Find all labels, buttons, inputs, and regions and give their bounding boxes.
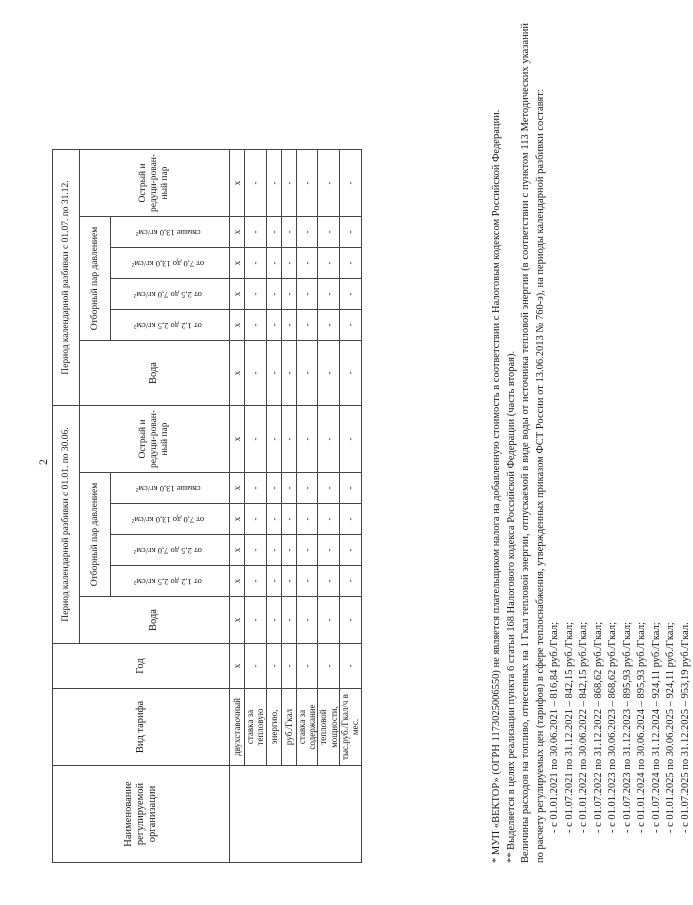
p2-value-cell: - <box>296 217 318 248</box>
p1-value-cell: - <box>318 566 340 597</box>
p1-value-cell: - <box>340 406 362 473</box>
table-row <box>245 150 267 863</box>
p2-value-cell: - <box>245 341 267 406</box>
table-row <box>266 150 281 863</box>
p2-value-cell: - <box>318 248 340 279</box>
p1-value-cell: x <box>230 473 245 504</box>
note-fuel: Величины расходов на топливо, отнесенных на 1 Гкал тепловой энергии, отпускаемой в виде воды от источника тепловой энергии (в соответствии с пунктом 113 Методических указаний по расчету регулируемых цен (тарифов) в сфере теплоснабжения, утвержденных приказом ФСТ России от 13.06.2013 № 760-э), на периоды календарной разбивки составят: <box>520 23 546 863</box>
p2-value-cell: - <box>318 279 340 310</box>
p2-value-cell: - <box>281 217 296 248</box>
p2-hot-steam-header: Острый и редуци-рован-ный пар <box>80 150 230 217</box>
p1-value-cell: - <box>245 597 267 644</box>
fuel-cost-item: - с 01.01.2023 по 30.06.2023 – 868,62 руб./Гкал; <box>607 621 618 833</box>
p1-water-header: Вода <box>80 597 230 644</box>
p2-value-cell: - <box>318 310 340 341</box>
p2-value-cell: - <box>281 341 296 406</box>
p1-value-cell: - <box>245 504 267 535</box>
p1-value-cell: - <box>281 406 296 473</box>
p2-value-cell: - <box>266 341 281 406</box>
p1-value-cell: - <box>281 535 296 566</box>
p1-value-cell: - <box>245 406 267 473</box>
p1-value-cell: - <box>266 597 281 644</box>
p2-value-cell: - <box>296 279 318 310</box>
tariff-cell: ставка за содержание <box>296 689 318 766</box>
p1-value-cell: - <box>318 597 340 644</box>
p1-value-cell: - <box>245 473 267 504</box>
p2-value-cell: - <box>245 310 267 341</box>
tariff-type-header: Вид тарифа <box>53 689 230 766</box>
year-cell: - <box>266 644 281 689</box>
p2-value-cell: x <box>230 279 245 310</box>
year-cell: - <box>281 644 296 689</box>
p1-value-cell: x <box>230 535 245 566</box>
p1-value-cell: - <box>318 535 340 566</box>
fuel-cost-item: - с 01.01.2025 по 30.06.2025 – 924,11 руб./Гкал; <box>665 622 676 833</box>
p1-value-cell: - <box>318 504 340 535</box>
tariff-cell: тыс.руб./Гкал/ч в мес. <box>340 689 362 766</box>
p2-water-header: Вода <box>80 341 230 406</box>
p1-steam-col-3: от 7,0 до 13,0 кг/см² <box>111 504 230 535</box>
p1-hot-steam-header: Острый и редуци-рован-ный пар <box>80 406 230 473</box>
p2-steam-col-4: свыше 13,0 кг/см² <box>111 217 230 248</box>
p2-value-cell: - <box>281 150 296 217</box>
p2-value-cell: - <box>318 341 340 406</box>
fuel-cost-item: - с 01.07.2021 по 31.12.2021 – 842,15 руб./Гкал; <box>563 621 575 833</box>
year-cell: - <box>245 644 267 689</box>
p2-value-cell: - <box>245 217 267 248</box>
p1-value-cell: - <box>266 566 281 597</box>
p2-value-cell: - <box>245 248 267 279</box>
p2-value-cell: - <box>340 217 362 248</box>
p1-value-cell: x <box>230 406 245 473</box>
p1-value-cell: - <box>281 504 296 535</box>
fuel-cost-item: - с 01.07.2023 по 31.12.2023 – 895,93 руб./Гкал; <box>621 621 633 833</box>
p2-value-cell: - <box>296 248 318 279</box>
year-cell: - <box>296 644 318 689</box>
p1-value-cell: - <box>296 597 318 644</box>
p1-value-cell: - <box>266 504 281 535</box>
fuel-cost-item: - с 01.07.2022 по 31.12.2022 – 868,62 руб./Гкал; <box>592 621 604 833</box>
p1-value-cell: x <box>230 504 245 535</box>
p2-steam-col-1: от 1,2 до 2,5 кг/см² <box>111 310 230 341</box>
year-header: Год <box>53 644 230 689</box>
p2-value-cell: x <box>230 217 245 248</box>
p2-value-cell: - <box>266 248 281 279</box>
tariff-cell: энергию, <box>266 689 281 766</box>
p2-steam-col-2: от 2,5 до 7,0 кг/см² <box>111 279 230 310</box>
p2-value-cell: - <box>266 310 281 341</box>
p2-value-cell: - <box>296 341 318 406</box>
page-number: 2 <box>36 459 50 465</box>
tariff-cell: руб./Гкал <box>281 689 296 766</box>
table-row <box>230 150 245 863</box>
p2-value-cell: - <box>266 217 281 248</box>
p1-value-cell: - <box>340 473 362 504</box>
p2-value-cell: - <box>281 310 296 341</box>
p1-value-cell: - <box>266 473 281 504</box>
period1-header: Период календарной разбивки с 01.01. по 30.06. <box>53 406 80 644</box>
org-cell <box>230 766 362 863</box>
fuel-cost-item: - с 01.07.2024 по 31.12.2024 – 924,11 руб./Гкал; <box>650 622 662 833</box>
p2-value-cell: - <box>281 248 296 279</box>
p1-value-cell: - <box>281 473 296 504</box>
year-cell: x <box>230 644 245 689</box>
p2-value-cell: - <box>340 248 362 279</box>
p1-value-cell: - <box>318 406 340 473</box>
p2-value-cell: - <box>245 150 267 217</box>
p2-value-cell: - <box>340 310 362 341</box>
p2-value-cell: x <box>230 310 245 341</box>
tariff-cell: ставка за тепловую <box>245 689 267 766</box>
fuel-cost-item: - с 01.01.2024 по 30.06.2024 – 895,93 руб./Гкал; <box>636 621 647 833</box>
table-row <box>296 150 318 863</box>
table-row <box>340 150 362 863</box>
p1-value-cell: - <box>296 406 318 473</box>
p1-value-cell: - <box>296 504 318 535</box>
p2-value-cell: x <box>230 341 245 406</box>
p2-value-cell: - <box>296 150 318 217</box>
p2-value-cell: - <box>340 341 362 406</box>
org-header: Наименование регулируемой организации <box>53 766 230 863</box>
p1-value-cell: - <box>340 597 362 644</box>
p1-steam-header: Отборный пар давлением <box>80 473 111 597</box>
p1-steam-col-1: от 1,2 до 2,5 кг/см² <box>111 566 230 597</box>
p1-value-cell: - <box>245 566 267 597</box>
p2-value-cell: x <box>230 248 245 279</box>
p2-value-cell: - <box>245 279 267 310</box>
p1-value-cell: - <box>296 566 318 597</box>
p2-value-cell: - <box>340 279 362 310</box>
table-row <box>281 150 296 863</box>
p2-steam-col-3: от 7,0 до 13,0 кг/см² <box>111 248 230 279</box>
p2-value-cell: - <box>318 150 340 217</box>
p1-value-cell: - <box>266 535 281 566</box>
tariff-cell: тепловой мощности, <box>318 689 340 766</box>
p1-steam-col-4: свыше 13,0 кг/см² <box>111 473 230 504</box>
fuel-cost-item: - с 01.01.2022 по 30.06.2022 – 842,15 руб./Гкал; <box>578 621 589 833</box>
p2-steam-header: Отборный пар давлением <box>80 217 111 341</box>
p2-value-cell: - <box>318 217 340 248</box>
fuel-cost-item: - с 01.01.2021 по 30.06.2021 – 816,84 руб./Гкал; <box>549 621 560 833</box>
table-body <box>230 150 362 863</box>
p1-value-cell: - <box>318 473 340 504</box>
fuel-cost-item: - с 01.07.2025 по 31.12.2025 – 953,19 руб./Гкал. <box>679 622 691 833</box>
p1-steam-col-2: от 2,5 до 7,0 кг/см² <box>111 535 230 566</box>
p2-value-cell: - <box>266 150 281 217</box>
p2-value-cell: - <box>340 150 362 217</box>
p1-value-cell: - <box>281 597 296 644</box>
p2-value-cell: x <box>230 150 245 217</box>
tariff-cell: двухставочный <box>230 689 245 766</box>
p1-value-cell: - <box>340 566 362 597</box>
period2-header: Период календарной разбивки с 01.07. по 31.12. <box>53 150 80 406</box>
note-vat-2: ** Выделяется в целях реализации пункта 6 статьи 168 Налогового кодекса Российской Федерации (часть вторая). <box>505 350 517 863</box>
fuel-cost-list <box>548 23 693 863</box>
p1-value-cell: - <box>245 535 267 566</box>
p1-value-cell: - <box>296 535 318 566</box>
tariff-table <box>52 149 362 863</box>
p1-value-cell: - <box>340 504 362 535</box>
p1-value-cell: - <box>296 473 318 504</box>
p1-value-cell: - <box>266 406 281 473</box>
p2-value-cell: - <box>281 279 296 310</box>
p1-value-cell: - <box>340 535 362 566</box>
p1-value-cell: x <box>230 597 245 644</box>
p2-value-cell: - <box>266 279 281 310</box>
p1-value-cell: x <box>230 566 245 597</box>
table-row <box>318 150 340 863</box>
year-cell: - <box>318 644 340 689</box>
note-vat: * МУП «ВЕКТОР» (ОГРН 1173025006550) не является плательщиком налога на добавленную стоимость в соответствии с Налоговым кодексом Российской Федерации. <box>491 109 502 863</box>
p1-value-cell: - <box>281 566 296 597</box>
year-cell: - <box>340 644 362 689</box>
footnotes <box>490 23 693 863</box>
p2-value-cell: - <box>296 310 318 341</box>
